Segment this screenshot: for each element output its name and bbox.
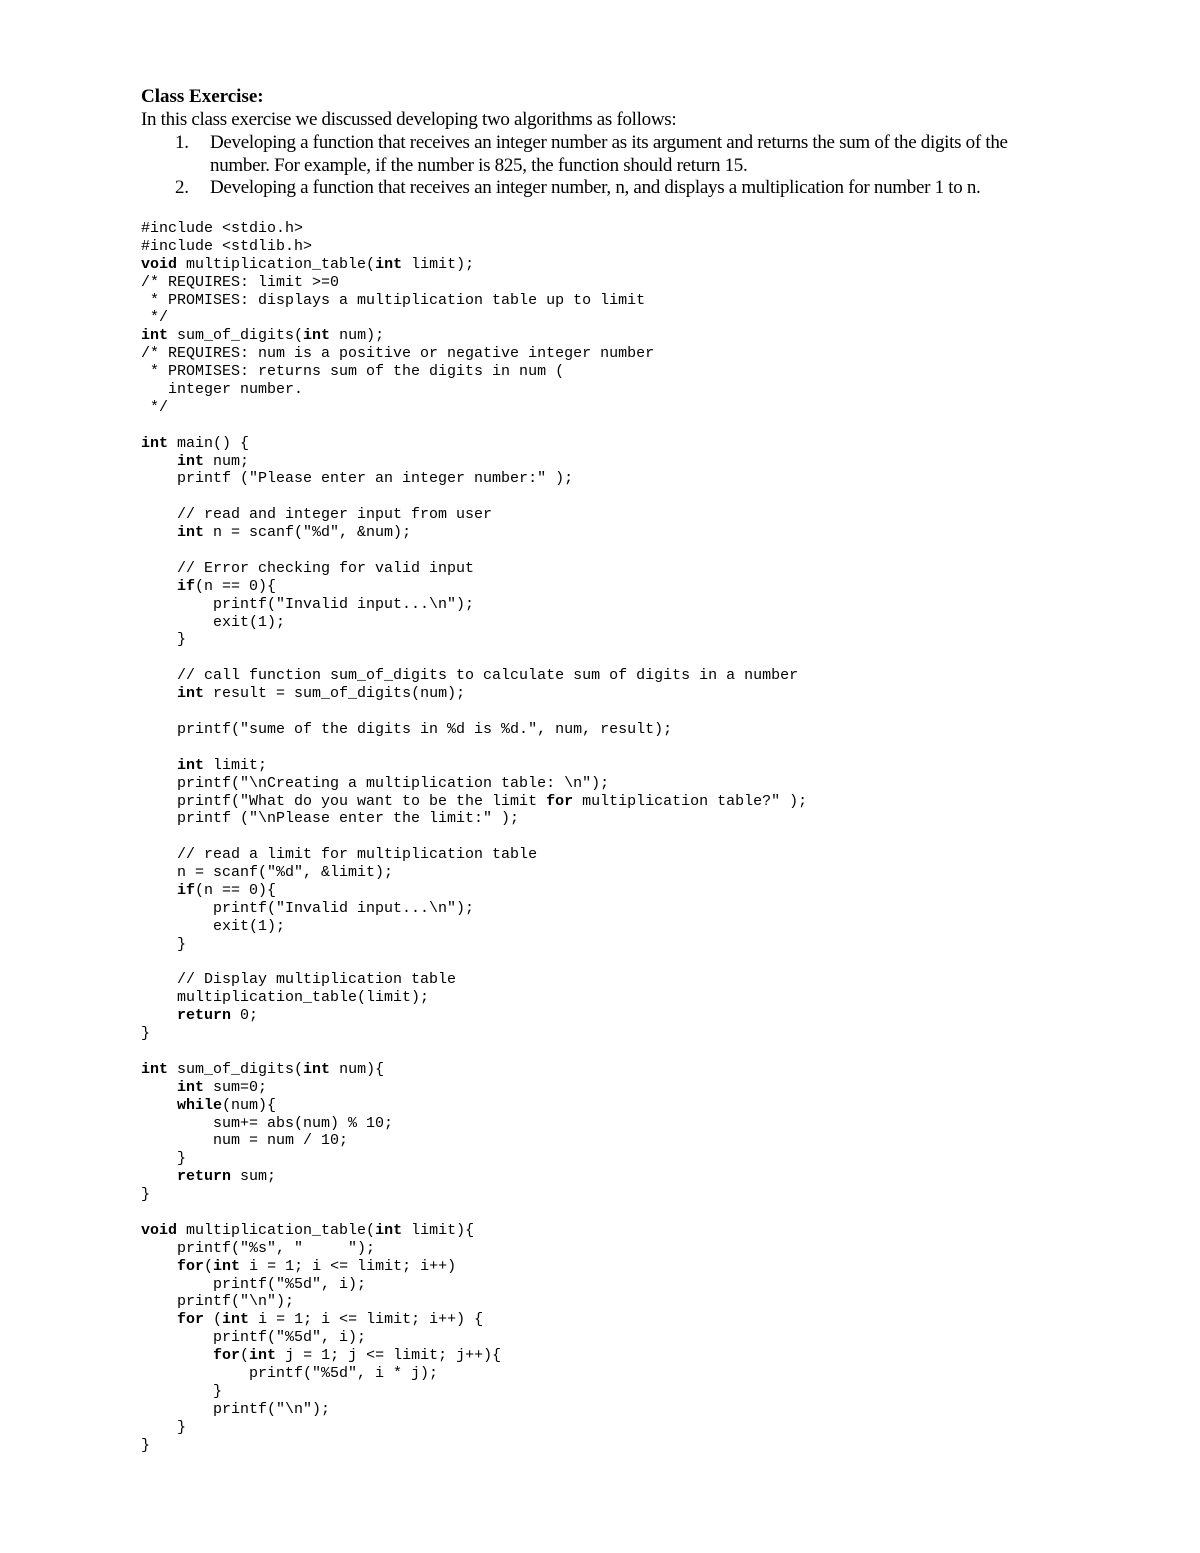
code-line: int sum=0; bbox=[177, 1078, 268, 1096]
code-line bbox=[141, 542, 807, 560]
code-line: */ bbox=[141, 309, 169, 327]
list-item-number: 1. bbox=[175, 132, 189, 153]
code-line: } bbox=[141, 1382, 223, 1400]
code-line: printf("\nCreating a multiplication table: \n"); bbox=[141, 774, 610, 792]
code-line: } bbox=[141, 935, 187, 953]
code-line: printf("%5d", i); bbox=[141, 1275, 367, 1293]
code-line: if(n == 0){ bbox=[177, 881, 277, 899]
code-line: /* REQUIRES: num is a positive or negative integer number bbox=[141, 345, 655, 363]
code-line: printf("Invalid input...\n"); bbox=[141, 899, 475, 917]
code-line: } bbox=[141, 1418, 187, 1436]
code-line: int num; bbox=[177, 452, 250, 470]
code-line: printf("%5d", i * j); bbox=[141, 1365, 439, 1382]
code-line: exit(1); bbox=[141, 917, 286, 935]
code-line bbox=[141, 828, 807, 846]
code-line: printf("%s", " "); bbox=[141, 1239, 376, 1257]
code-line bbox=[141, 1204, 807, 1222]
code-line bbox=[141, 739, 807, 757]
code-line: return sum; bbox=[177, 1168, 277, 1186]
list-item-number: 2. bbox=[175, 177, 189, 198]
code-line: printf ("\nPlease enter the limit:" ); bbox=[141, 810, 520, 828]
code-line: multiplication_table(limit); bbox=[141, 989, 430, 1007]
code-listing bbox=[141, 220, 807, 1454]
code-line: if(n == 0){ bbox=[177, 577, 277, 595]
list-item bbox=[175, 131, 1055, 177]
code-line: integer number. bbox=[141, 381, 304, 399]
code-line: return 0; bbox=[177, 1007, 259, 1025]
intro-paragraph: In this class exercise we discussed developing two algorithms as follows: bbox=[141, 109, 677, 130]
code-line bbox=[141, 417, 807, 435]
document-heading: Class Exercise: bbox=[141, 86, 264, 107]
code-line: */ bbox=[141, 398, 169, 416]
code-line: /* REQUIRES: limit >=0 bbox=[141, 273, 340, 291]
code-line: printf("Invalid input...\n"); bbox=[141, 595, 475, 613]
code-line: int sum_of_digits(int num){ bbox=[141, 1060, 385, 1078]
code-line: #include <stdlib.h> bbox=[141, 237, 313, 255]
code-line: } bbox=[141, 1436, 151, 1454]
list-item-text: Developing a function that receives an integer number, n, and displays a multiplication for number 1 to n. bbox=[210, 177, 981, 198]
code-line: printf("What do you want to be the limit for multiplication table?" ); bbox=[141, 792, 808, 810]
code-line: // Error checking for valid input bbox=[141, 559, 475, 577]
code-line: while(num){ bbox=[177, 1096, 277, 1114]
code-line: } bbox=[141, 1150, 187, 1168]
code-line: printf("\n"); bbox=[141, 1400, 331, 1418]
code-line: int main() { bbox=[141, 434, 250, 452]
code-line: void multiplication_table(int limit); bbox=[141, 255, 475, 273]
code-line: } bbox=[141, 1186, 151, 1204]
code-line: for(int j = 1; j <= limit; j++){ bbox=[213, 1347, 502, 1365]
code-line: int sum_of_digits(int num); bbox=[141, 327, 385, 345]
code-line bbox=[141, 1043, 807, 1061]
code-line: int n = scanf("%d", &num); bbox=[177, 524, 412, 542]
code-line: int result = sum_of_digits(num); bbox=[177, 685, 466, 703]
code-line: #include <stdio.h> bbox=[141, 220, 304, 237]
code-line: void multiplication_table(int limit){ bbox=[141, 1221, 475, 1239]
code-line: num = num / 10; bbox=[141, 1132, 349, 1150]
code-line bbox=[141, 703, 807, 721]
list-item-text: Developing a function that receives an integer number as its argument and returns the sum of the digits of the number. For example, if the number is 825, the function should return 15. bbox=[210, 132, 1008, 176]
code-line: printf("sume of the digits in %d is %d.", num, result); bbox=[141, 720, 673, 738]
code-line: // read a limit for multiplication table bbox=[141, 846, 538, 864]
code-line bbox=[141, 649, 807, 667]
code-line bbox=[141, 488, 807, 506]
code-line: printf ("Please enter an integer number:" ); bbox=[141, 470, 574, 488]
code-line: for(int i = 1; i <= limit; i++) bbox=[177, 1257, 457, 1275]
code-line: sum+= abs(num) % 10; bbox=[141, 1114, 394, 1132]
code-line bbox=[141, 954, 807, 972]
code-line: exit(1); bbox=[141, 613, 286, 631]
code-line: int limit; bbox=[177, 756, 268, 774]
code-line: * PROMISES: displays a multiplication table up to limit bbox=[141, 291, 646, 309]
code-line: // read and integer input from user bbox=[141, 506, 493, 524]
code-line: printf("\n"); bbox=[141, 1293, 295, 1311]
code-line: * PROMISES: returns sum of the digits in num ( bbox=[141, 363, 565, 381]
code-line: } bbox=[141, 631, 187, 649]
code-line: } bbox=[141, 1025, 151, 1043]
code-line: n = scanf("%d", &limit); bbox=[141, 864, 394, 882]
code-line: printf("%5d", i); bbox=[141, 1329, 367, 1347]
list-item bbox=[175, 176, 1055, 199]
code-line: // call function sum_of_digits to calculate sum of digits in a number bbox=[141, 667, 799, 685]
code-line: for (int i = 1; i <= limit; i++) { bbox=[177, 1311, 484, 1329]
code-line: // Display multiplication table bbox=[141, 971, 457, 989]
